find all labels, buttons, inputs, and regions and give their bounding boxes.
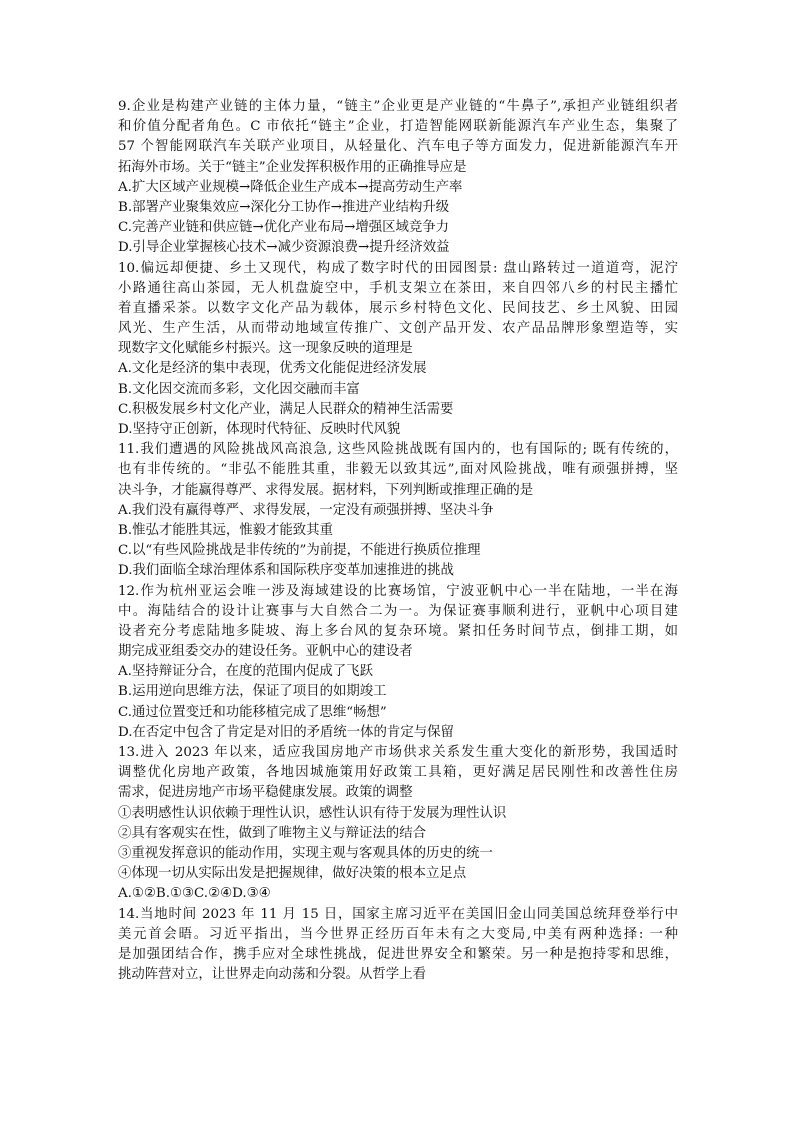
question-stem-line: 拓海外市场。关于“链主”企业发挥积极作用的正确推导应是	[118, 159, 467, 175]
question-stem-line: 中。海陆结合的设计让赛事与大自然合二为一。为保证赛事顺利进行，亚帆中心项目建	[118, 603, 678, 619]
question-stem-line: 也有非传统的。“非弘不能胜其重，非毅无以致其远”,面对风险挑战，唯有顽强拼搏，坚	[118, 462, 678, 478]
question-stem-line: 是加强团结合作，携手应对全球性挑战，促进世界安全和繁荣。另一种是抱持零和思维，	[118, 946, 678, 962]
option-a: A.扩大区域产业规模→降低企业生产成本→提高劳动生产率	[118, 179, 463, 195]
question-stem-line: 13.进入 2023 年以来，适应我国房地产市场供求关系发生重大变化的新形势，我国适时	[118, 745, 678, 760]
question-14	[118, 905, 678, 986]
answer-options: A.①②B.①③C.②④D.③④	[118, 886, 271, 902]
option-c: C.完善产业链和供应链→优化产业布局→增强区域竞争力	[118, 220, 450, 236]
statement-3: ③重视发挥意识的能动作用，实现主观与客观具体的历史的统一	[118, 845, 493, 861]
question-stem-line: 57 个智能网联汽车关联产业项目，从轻量化、汽车电子等方面发力，促进新能源汽车开	[118, 139, 678, 155]
option-c: C.以“有些风险挑战是非传统的”为前提，不能进行换质位推理	[118, 543, 481, 559]
statement-1: ①表明感性认识依赖于理性认识，感性认识有待于发展为理性认识	[118, 805, 507, 821]
question-stem-line: 调整优化房地产政策，各地因城施策用好政策工具箱，更好满足居民刚性和改善性住房	[118, 765, 678, 781]
option-b: B.运用逆向思维方法，保证了项目的如期竣工	[118, 684, 387, 700]
option-a: A.我们没有赢得尊严、求得发展，一定没有顽强拼搏、坚决斗争	[118, 502, 494, 518]
option-b: B.惟弘才能胜其远，惟毅才能致其重	[118, 522, 333, 538]
option-d: D.我们面临全球治理体系和国际秩序变革加速推进的挑战	[118, 563, 454, 579]
option-a: A.文化是经济的集中表现，优秀文化能促进经济发展	[118, 361, 427, 377]
question-stem-line: 决斗争，才能赢得尊严、求得发展。据材料，下列判断或推理正确的是	[118, 482, 534, 498]
option-d: D.在否定中包含了肯定是对旧的矛盾统一体的肯定与保留	[118, 724, 454, 740]
question-stem-line: 9.企业是构建产业链的主体力量，“链主”企业更是产业链的“牛鼻子”,承担产业链组织者	[118, 99, 678, 114]
option-a: A.坚持辩证分合，在度的范围内促成了飞跃	[118, 664, 373, 680]
question-stem-line: 现数字文化赋能乡村振兴。这一现象反映的道理是	[118, 341, 413, 357]
question-stem-line: 期完成亚组委交办的建设任务。亚帆中心的建设者	[118, 644, 413, 660]
question-stem-line: 12.作为杭州亚运会唯一涉及海域建设的比赛场馆，宁波亚帆中心一半在陆地，一半在海	[118, 583, 678, 599]
question-stem-line: 美元首会晤。习近平指出，当今世界正经历百年未有之大变局,中美有两种选择: 一种	[118, 926, 678, 942]
option-b: B.文化因交流而多彩，文化因交融而丰富	[118, 381, 360, 397]
question-13	[118, 743, 678, 905]
option-c: C.积极发展乡村文化产业，满足人民群众的精神生活需要	[118, 401, 454, 417]
option-c: C.通过位置变迁和功能移植完成了思维“畅想”	[118, 704, 387, 720]
question-stem-line: 和价值分配者角色。C 市依托“链主”企业，打造智能网联新能源汽车产业生态，集聚了	[118, 119, 678, 135]
question-stem-line: 小路通往高山茶园，无人机盘旋空中，手机支架立在茶田，来自四邻八乡的村民主播忙	[118, 280, 678, 296]
question-stem-line: 14.当地时间 2023 年 11 月 15 日，国家主席习近平在美国旧金山同美国总统拜登举行中	[118, 906, 678, 922]
question-stem-line: 设者充分考虑陆地多陡坡、海上多台风的复杂环境。紧扣任务时间节点，倒排工期，如	[118, 623, 678, 639]
question-stem-line: 风光、生产生活，从而带动地域宣传推广、文创产品开发、农产品品牌形象塑造等，实	[118, 321, 678, 337]
question-stem-line: 着直播采茶。以数字文化产品为载体，展示乡村特色文化、民间技艺、乡土风貌、田园	[118, 300, 678, 316]
question-stem-line: 10.偏远却便捷、乡土又现代，构成了数字时代的田园图景: 盘山路转过一道道弯，泥泞	[118, 260, 678, 276]
statement-2: ②具有客观实在性，做到了唯物主义与辩证法的结合	[118, 825, 426, 841]
option-b: B.部署产业聚集效应→深化分工协作→推进产业结构升级	[118, 199, 450, 215]
question-11	[118, 440, 678, 581]
option-d: D.坚持守正创新，体现时代特征、反映时代风貌	[118, 422, 401, 437]
exam-page	[118, 97, 678, 985]
question-stem-line: 11.我们遭遇的风险挑战风高浪急, 这些风险挑战既有国内的，也有国际的; 既有传统的，	[118, 442, 678, 458]
option-d: D.引导企业掌握核心技术→减少资源浪费→提升经济效益	[118, 240, 450, 256]
question-12	[118, 582, 678, 744]
question-stem-line: 需求，促进房地产市场平稳健康发展。政策的调整	[118, 785, 413, 801]
statement-4: ④体现一切从实际出发是把握规律，做好决策的根本立足点	[118, 866, 467, 882]
question-10	[118, 259, 678, 441]
question-9	[118, 97, 678, 259]
question-stem-line: 挑动阵营对立，让世界走向动荡和分裂。从哲学上看	[118, 967, 426, 983]
